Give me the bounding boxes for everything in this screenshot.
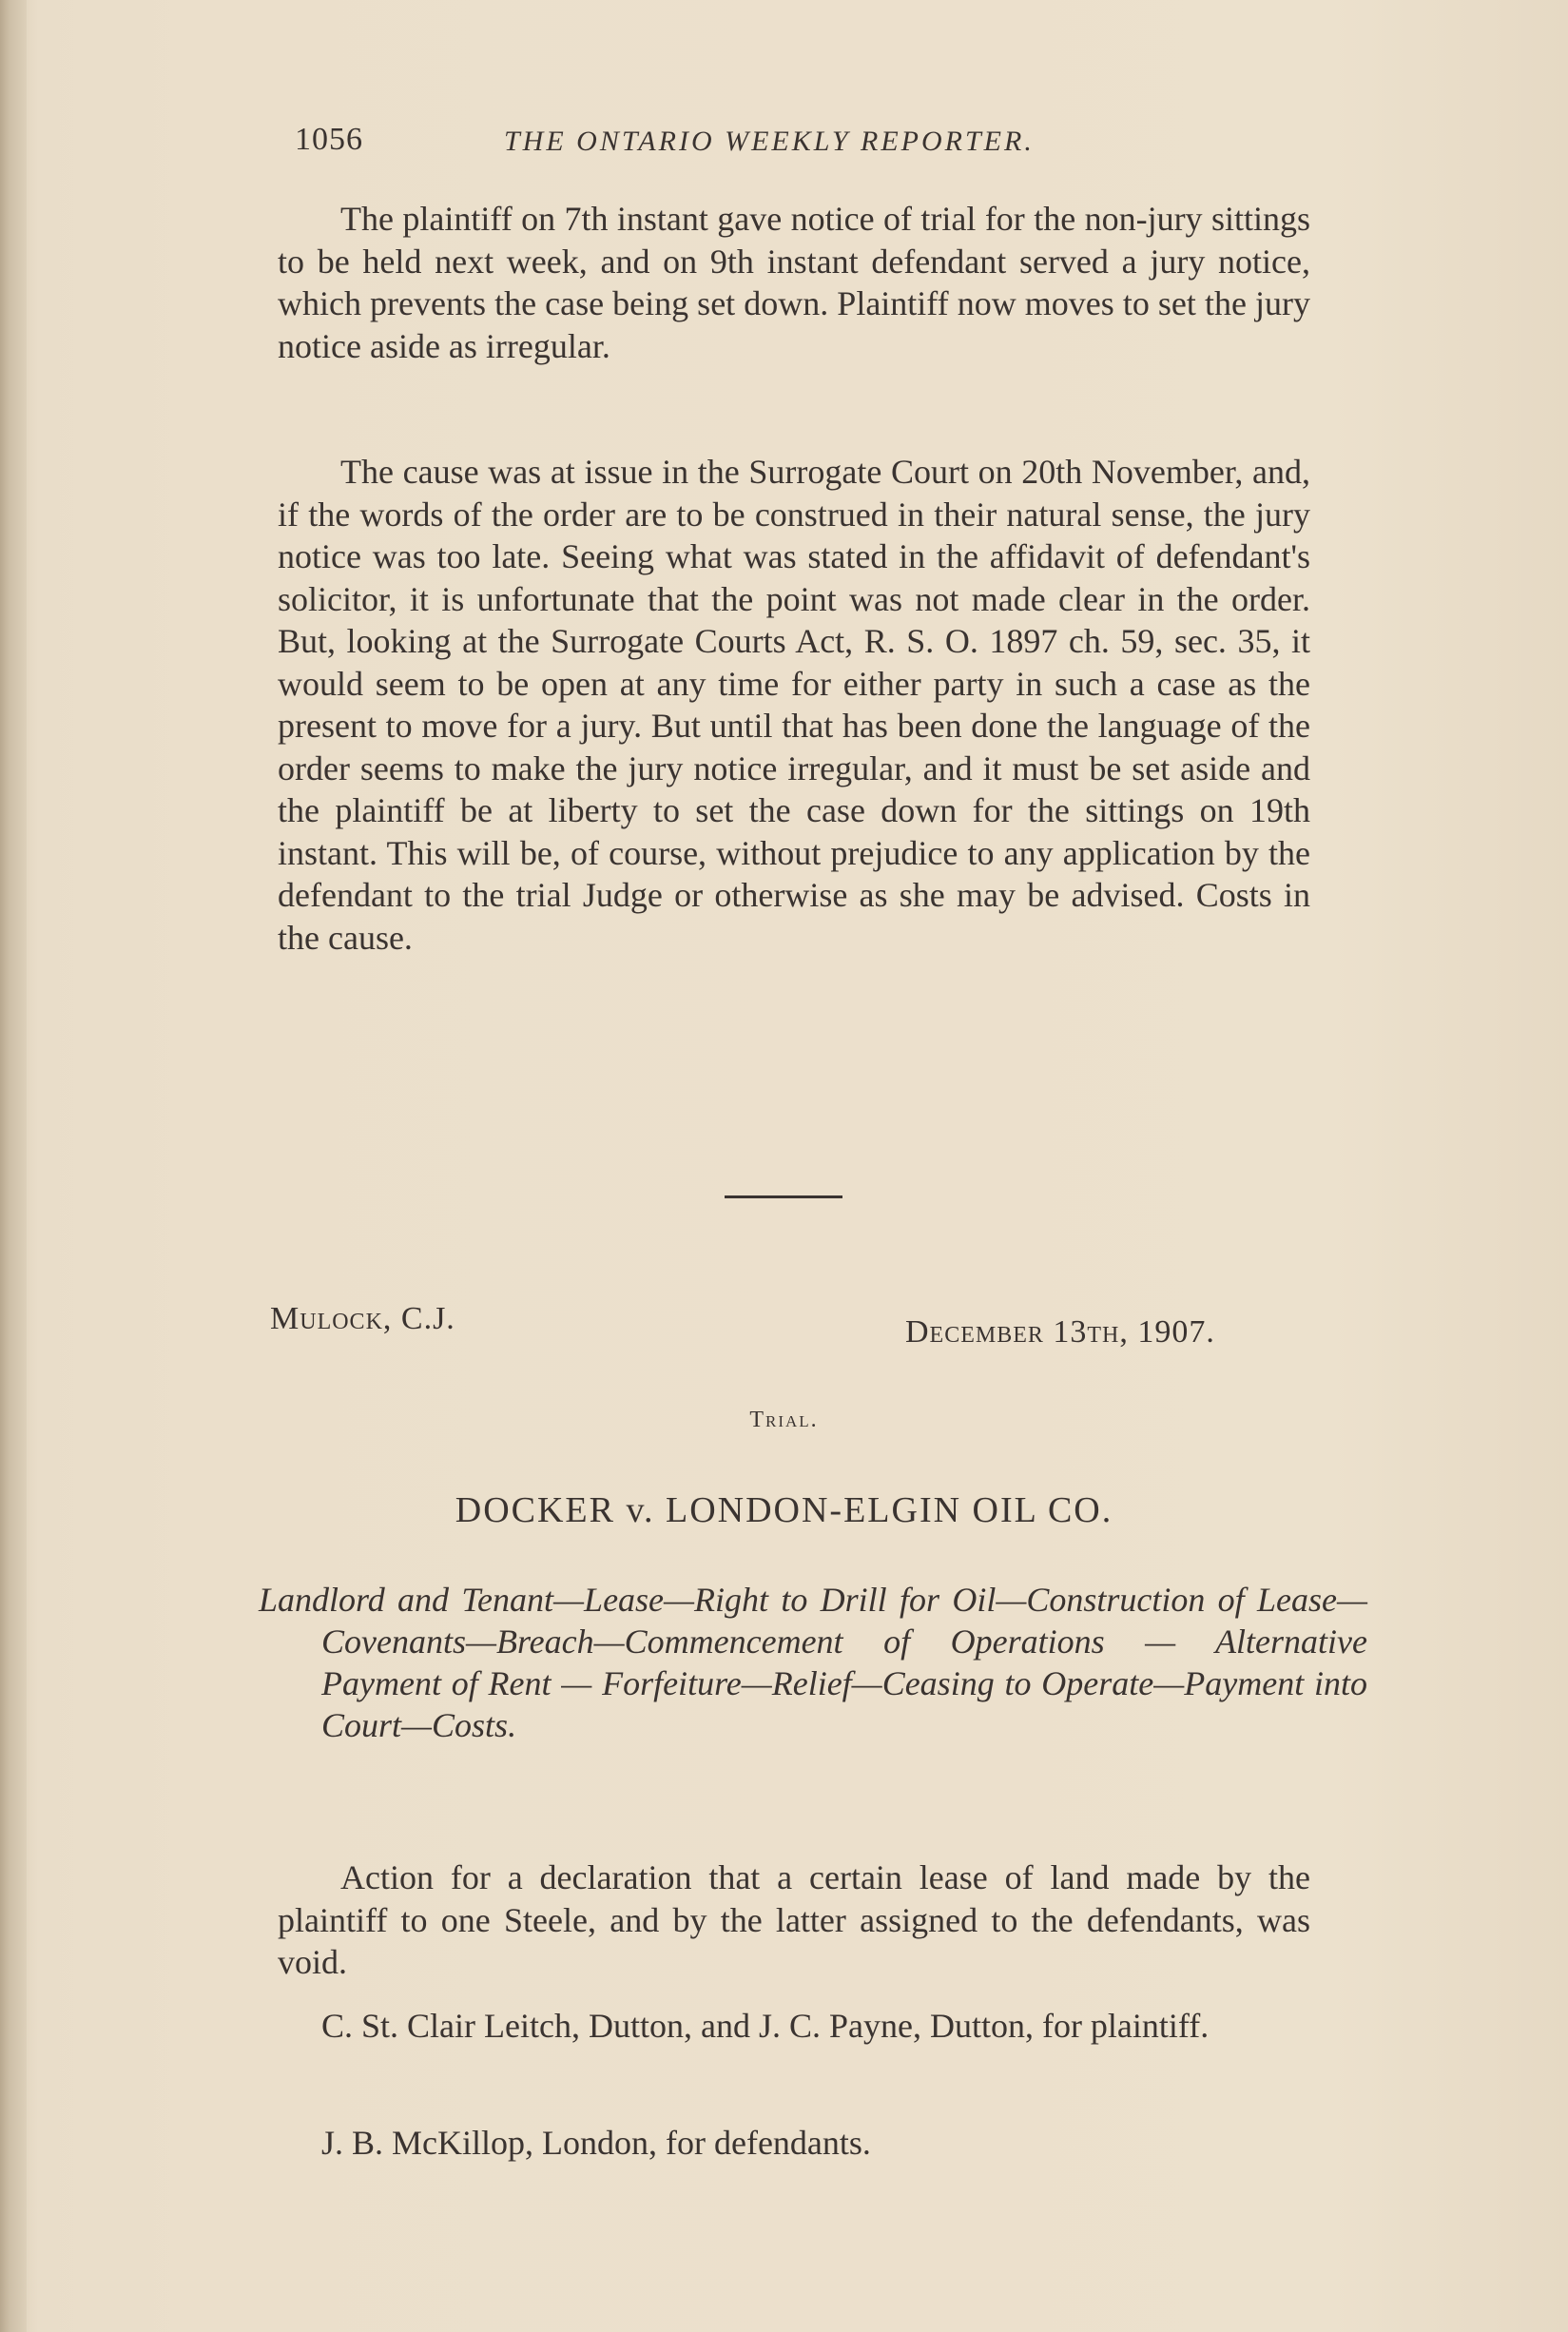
running-head: THE ONTARIO WEEKLY REPORTER. — [504, 126, 1035, 157]
book-gutter — [0, 0, 27, 2332]
counsel-plaintiff: C. St. Clair Leitch, Dutton, and J. C. Payne, Dutton, for plaintiff. — [321, 2007, 1210, 2045]
headnote: Landlord and Tenant—Lease—Right to Drill for Oil—Construction of Lease—Covenants—Breach—Commencement of Operations — Alternative Payment of Rent — Forfeiture—Relief—Ceasing to Operate—Payment into Court—Costs. — [259, 1581, 1367, 1744]
case-label: Trial. — [749, 1408, 819, 1432]
paragraph-1: The plaintiff on 7th instant gave notice of trial for the non-jury sittings to be held next week, and on 9th instant defendant served a jury notice, which prevents the case being set down. Plaintiff now moves to set the jury notice aside as irregular. — [278, 200, 1310, 365]
counsel-defendants: J. B. McKillop, London, for defendants. — [321, 2124, 871, 2162]
paragraph-2: The cause was at issue in the Surrogate Court on 20th November, and, if the words of the order are to be construed in their natural sense, the jury notice was too late. Seeing what was stated in the affidavit of defendant's solicitor, it is unfortunate that the point was not made clear in the order. But, looking at the Surrogate Courts Act, R. S. O. 1897 ch. 59, sec. 35, it would seem to be open at any time for either party in such a case as the present to move for a jury. But until that has been done the language of the order seems to make the jury notice irregular, and it must be set aside and the plaintiff be at liberty to set the case down for the sittings on 19th instant. This will be, of course, without prejudice to any application by the defendant to the trial Judge or otherwise as she may be advised. Costs in the cause. — [278, 453, 1310, 957]
case-title: DOCKER v. LONDON-ELGIN OIL CO. — [455, 1490, 1113, 1530]
action-paragraph: Action for a declaration that a certain lease of land made by the plaintiff to one Steele, and by the latter assigned to the defendants, was void. — [278, 1858, 1310, 1981]
judge-name: Mulock, C.J. — [270, 1301, 455, 1336]
page-header — [295, 122, 1322, 169]
page-number: 1056 — [295, 122, 363, 157]
section-divider — [725, 1195, 842, 1198]
decision-date: December 13th, 1907. — [905, 1314, 1215, 1350]
